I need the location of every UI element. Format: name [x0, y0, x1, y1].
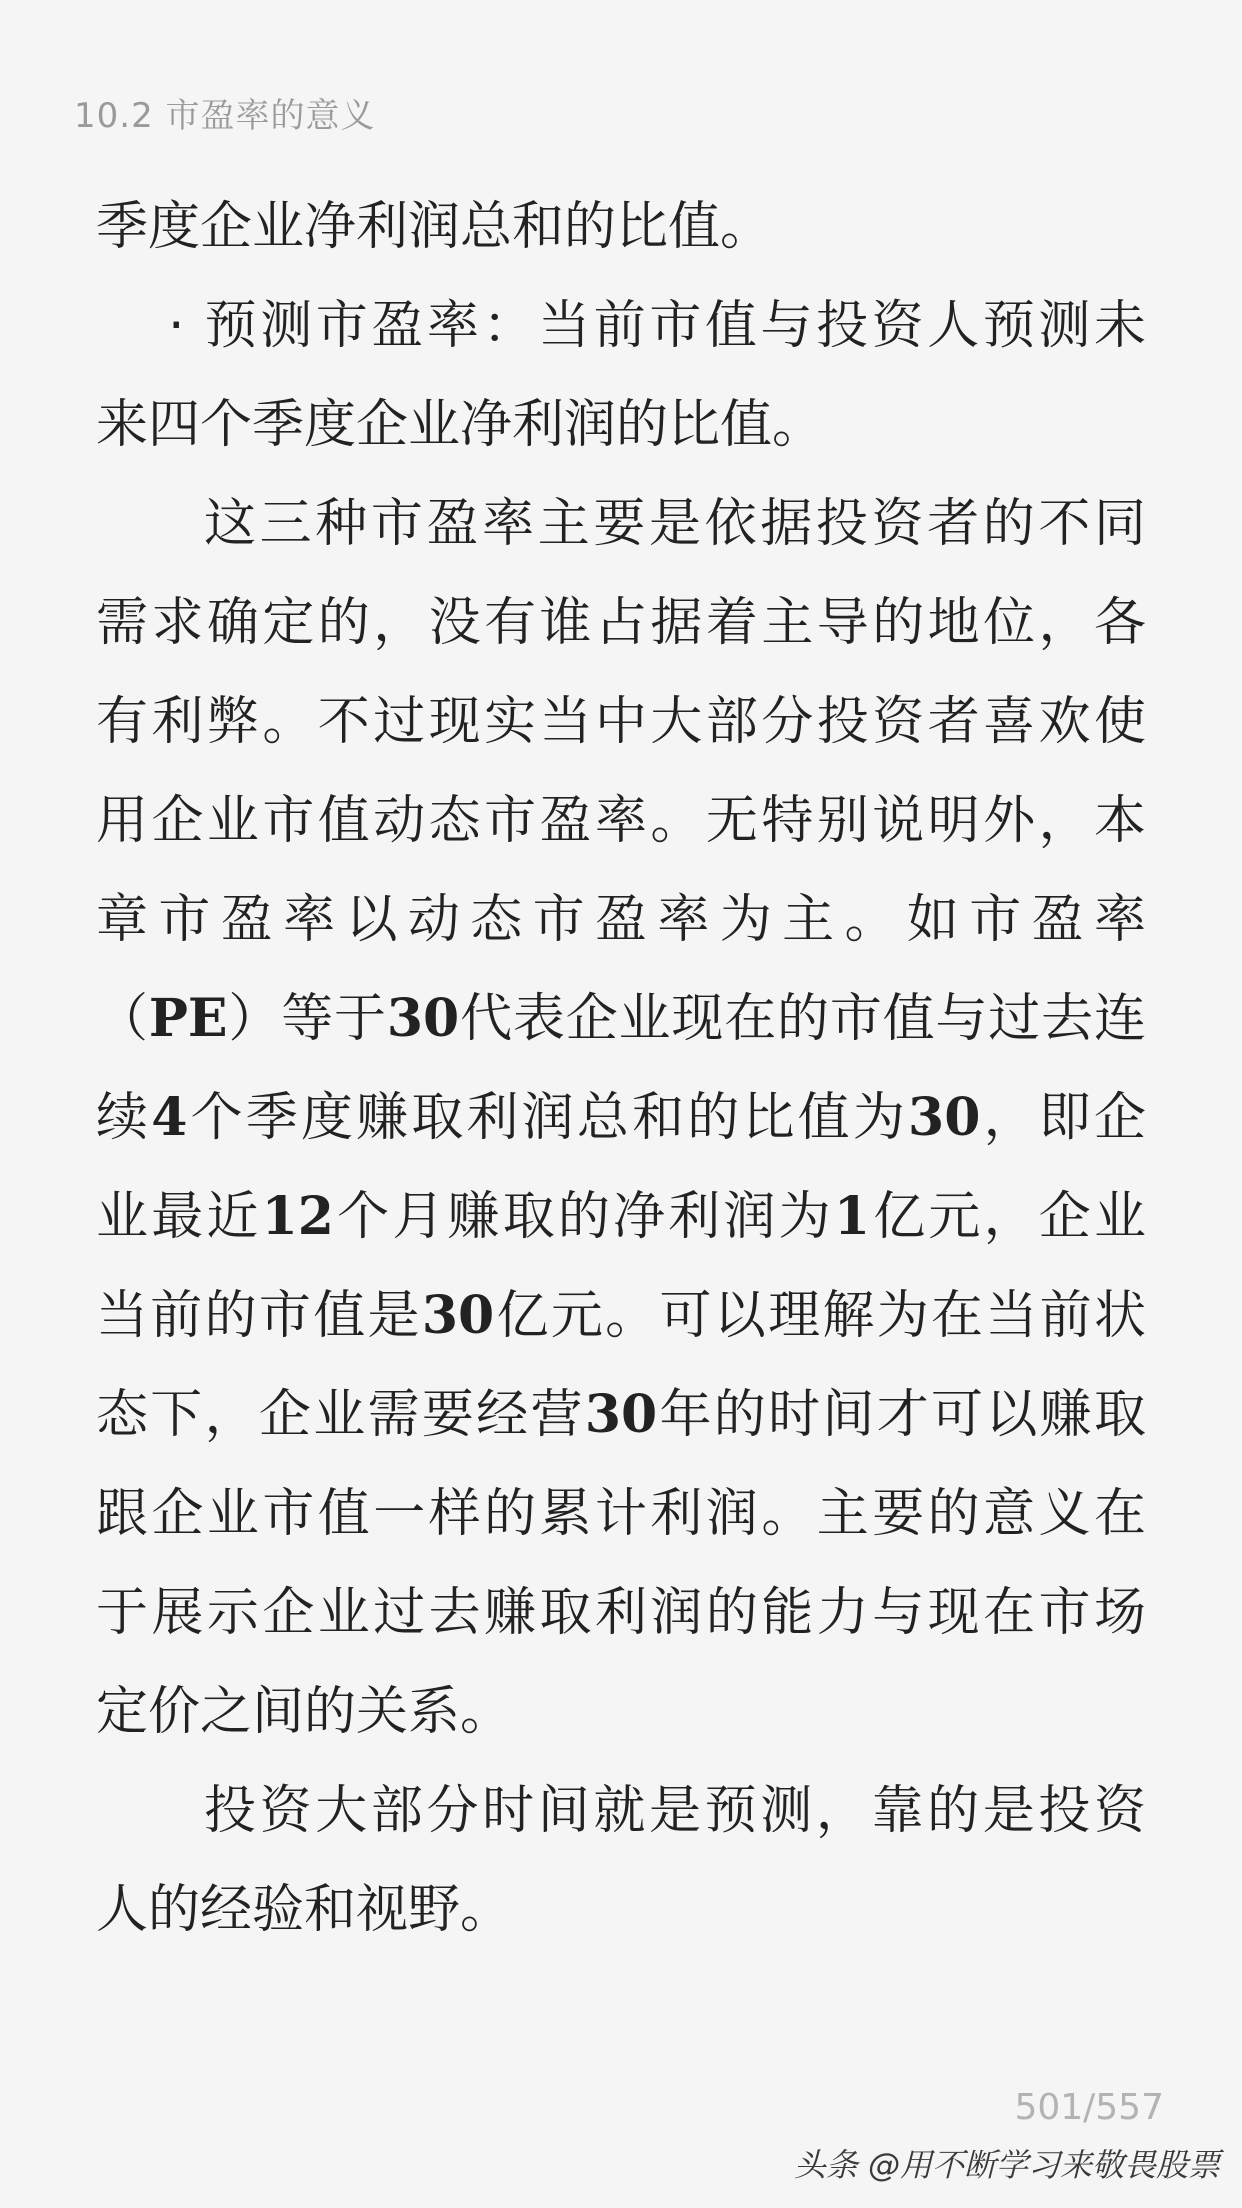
- paragraph-line: 季度企业净利润总和的比值。: [96, 197, 773, 257]
- paragraph-line: 当前的市值是30亿元。可以理解为在当前状: [96, 1285, 1146, 1346]
- page-indicator: 501/557: [1014, 2087, 1164, 2128]
- paragraph-line: 这三种市盈率主要是依据投资者的不同: [204, 494, 1146, 554]
- paragraph-line: 有利弊。不过现实当中大部分投资者喜欢使: [96, 692, 1146, 752]
- paragraph-line: 续4个季度赚取利润总和的比值为30，即企: [96, 1087, 1146, 1148]
- paragraph-line: 人的经验和视野。: [96, 1880, 513, 1940]
- paragraph-line: 态下，企业需要经营30年的时间才可以赚取: [96, 1384, 1146, 1445]
- reader-page-content[interactable]: [96, 192, 1146, 1974]
- paragraph-line: （PE）等于30代表企业现在的市值与过去连: [96, 988, 1146, 1049]
- paragraph-line: 业最近12个月赚取的净利润为1亿元，企业: [96, 1186, 1146, 1247]
- paragraph-line: 章市盈率以动态市盈率为主。如市盈率: [96, 890, 1146, 950]
- paragraph-line: 用企业市值动态市盈率。无特别说明外，本: [96, 791, 1146, 851]
- paragraph-line: 于展示企业过去赚取利润的能力与现在市场: [96, 1583, 1146, 1643]
- paragraph-line: 跟企业市值一样的累计利润。主要的意义在: [96, 1484, 1146, 1544]
- paragraph-line: 定价之间的关系。: [96, 1682, 513, 1742]
- paragraph-line: 来四个季度企业净利润的比值。: [96, 395, 825, 455]
- watermark: 头条 @用不断学习来敬畏股票: [793, 2146, 1220, 2184]
- paragraph-line: 需求确定的，没有谁占据着主导的地位，各: [96, 593, 1146, 653]
- paragraph-line: 投资大部分时间就是预测，靠的是投资: [204, 1781, 1146, 1841]
- chapter-title: 10.2 市盈率的意义: [74, 96, 376, 136]
- paragraph-line: · 预测市盈率：当前市值与投资人预测未: [168, 296, 1146, 356]
